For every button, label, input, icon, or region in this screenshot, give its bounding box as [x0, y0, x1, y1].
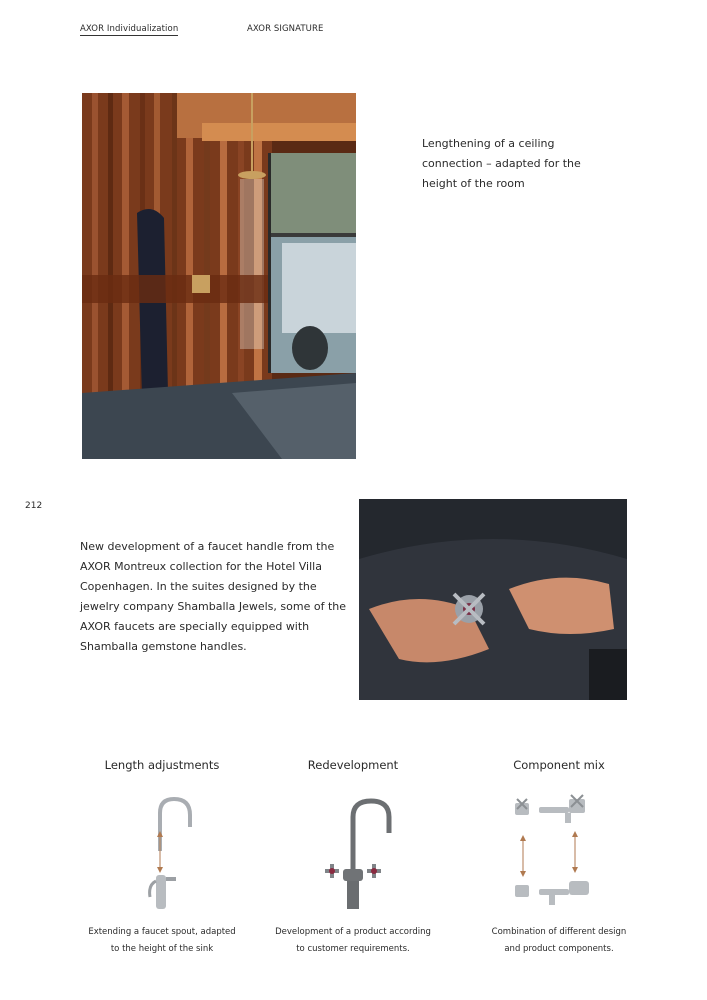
- header-product-line: AXOR SIGNATURE: [247, 24, 324, 34]
- description-line: Combination of different design: [491, 927, 627, 937]
- column-description: [469, 924, 649, 957]
- description-line: Development of a product according: [275, 927, 431, 937]
- component-mix-faucets-image: [509, 793, 609, 911]
- description-line: and product components.: [504, 943, 614, 954]
- length-adjustments-column: [72, 758, 252, 954]
- header-section-link[interactable]: AXOR Individualization: [80, 24, 179, 34]
- description-line: Extending a faucet spout, adapted: [88, 927, 236, 937]
- faucet-handle-paragraph: New development of a faucet handle from the AXOR Montreux collection for the Hotel Villa Copenhagen. In the suites designed by the jewelry company Shamballa Jewels, some of the AXOR faucets are specially equipped with Shamballa gemstone handles.: [80, 540, 346, 653]
- shower-room-photo: [82, 93, 356, 459]
- column-title: Length adjustments: [104, 758, 220, 772]
- redevelopment-column: [263, 758, 443, 954]
- description-line: to the height of the sink: [110, 943, 214, 954]
- gemstone-handle-photo: [359, 499, 627, 700]
- column-title: Redevelopment: [307, 758, 399, 772]
- page-number: 212: [25, 501, 43, 511]
- column-description: [263, 924, 443, 957]
- column-description: [72, 924, 252, 957]
- ceiling-connection-caption: Lengthening of a ceiling connection – adapted for the height of the room: [422, 137, 581, 190]
- description-line: to customer requirements.: [296, 943, 410, 954]
- column-title: Component mix: [513, 758, 605, 772]
- cross-handle-faucet-image: [303, 793, 403, 911]
- component-mix-column: [469, 758, 649, 954]
- extended-spout-faucet-image: [112, 793, 212, 911]
